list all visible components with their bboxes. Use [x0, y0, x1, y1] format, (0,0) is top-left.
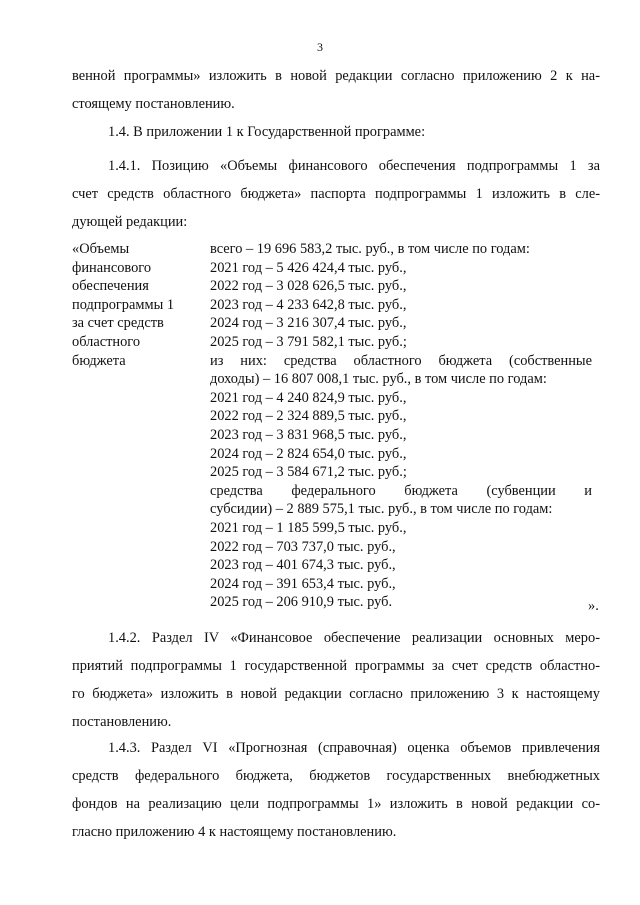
right-cell-line: 2023 год – 4 233 642,8 тыс. руб., [210, 296, 407, 313]
left-cell-line: подпрограммы 1 [72, 296, 175, 313]
right-cell-line: 2025 год – 206 910,9 тыс. руб. [210, 594, 393, 611]
item-1-4-2-line-1: 1.4.2. Раздел IV «Финансовое обеспечение реализации основных меро- [108, 630, 600, 646]
right-cell-line: 2023 год – 3 831 968,5 тыс. руб., [210, 426, 407, 443]
item-1-4-1-line-3: дующей редакции: [72, 214, 188, 230]
right-cell-line: 2023 год – 401 674,3 тыс. руб., [210, 557, 396, 574]
item-1-4-2-line-3: го бюджета» изложить в новой редакции согласно приложению 3 к настоящему [72, 686, 600, 702]
item-1-4-1-line-2: счет средств областного бюджета» паспорта подпрограммы 1 изложить в сле- [72, 186, 600, 202]
item-1-4-2-line-2: приятий подпрограммы 1 государственной программы за счет средств областно- [72, 658, 600, 674]
right-cell-line: 2025 год – 3 584 671,2 тыс. руб.; [210, 464, 407, 481]
table-right-column [210, 240, 592, 612]
right-cell-line: 2022 год – 2 324 889,5 тыс. руб., [210, 408, 407, 425]
right-cell-line: средства федерального бюджета (субвенции и [210, 482, 592, 499]
right-cell-line: 2024 год – 391 653,4 тыс. руб., [210, 575, 396, 592]
item-1-4-2-paragraph [72, 624, 600, 736]
intro-line-1: венной программы» изложить в новой редакции согласно приложению 2 к на- [72, 68, 600, 84]
item-1-4-3-line-3: фондов на реализацию цели подпрограммы 1» изложить в новой редакции со- [72, 796, 600, 812]
item-1-4-3-line-2: средств федерального бюджета, бюджетов государственных внебюджетных [72, 768, 600, 784]
right-cell-line: 2025 год – 3 791 582,1 тыс. руб.; [210, 333, 407, 350]
table-closing-quote: ». [588, 598, 599, 614]
table-left-column [72, 240, 202, 370]
right-cell-line: 2024 год – 3 216 307,4 тыс. руб., [210, 315, 407, 332]
item-1-4-1-paragraph [72, 152, 600, 236]
right-cell-line: из них: средства областного бюджета (собственные [210, 352, 592, 369]
right-cell-line: доходы) – 16 807 008,1 тыс. руб., в том числе по годам: [210, 371, 547, 388]
right-cell-line: 2021 год – 4 240 824,9 тыс. руб., [210, 389, 407, 406]
right-cell-line: 2021 год – 1 185 599,5 тыс. руб., [210, 519, 407, 536]
right-cell-line: субсидии) – 2 889 575,1 тыс. руб., в том числе по годам: [210, 501, 553, 518]
item-1-4-2-line-4: постановлению. [72, 714, 172, 730]
item-1-4-text: 1.4. В приложении 1 к Государственной программе: [108, 124, 426, 140]
right-cell-line: 2024 год – 2 824 654,0 тыс. руб., [210, 445, 407, 462]
item-1-4-3-line-1: 1.4.3. Раздел VI «Прогнозная (справочная) оценка объемов привлечения [108, 740, 600, 756]
left-cell-line: областного [72, 333, 141, 350]
left-cell-line: за счет средств [72, 315, 164, 332]
left-cell-line: обеспечения [72, 278, 149, 295]
item-1-4 [72, 118, 600, 146]
page-number: 3 [317, 40, 323, 54]
right-cell-line: 2022 год – 3 028 626,5 тыс. руб., [210, 278, 407, 295]
left-cell-line: финансового [72, 259, 152, 276]
intro-paragraph [72, 62, 600, 118]
item-1-4-3-line-4: гласно приложению 4 к настоящему постановлению. [72, 824, 397, 840]
item-1-4-1-line-1: 1.4.1. Позицию «Объемы финансового обеспечения подпрограммы 1 за [108, 158, 600, 174]
right-cell-line: всего – 19 696 583,2 тыс. руб., в том числе по годам: [210, 241, 530, 257]
left-cell-line: бюджета [72, 352, 126, 369]
item-1-4-3-paragraph [72, 734, 600, 846]
right-cell-line: 2021 год – 5 426 424,4 тыс. руб., [210, 259, 407, 276]
right-cell-line: 2022 год – 703 737,0 тыс. руб., [210, 538, 396, 555]
intro-line-2: стоящему постановлению. [72, 96, 235, 112]
left-cell-line: «Объемы [72, 241, 130, 257]
